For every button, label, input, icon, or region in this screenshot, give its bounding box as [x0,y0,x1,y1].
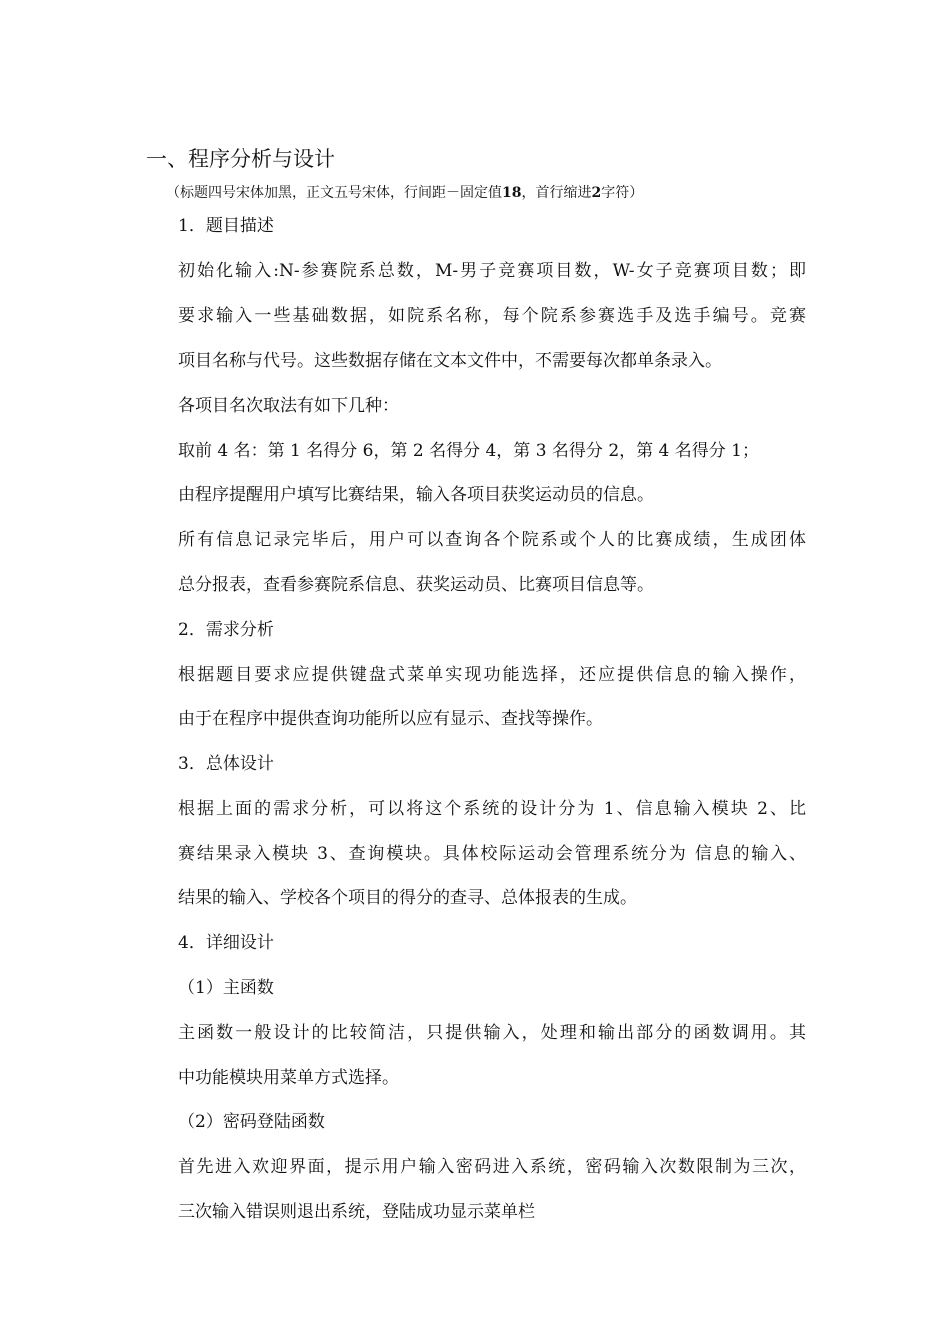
paragraph-line: 结果的输入、学校各个项目的得分的查寻、总体报表的生成。 [178,888,637,908]
subheading-main-function: （1）主函数 [178,978,274,998]
paragraph-line: 要求输入一些基础数据，如院系名称，每个院系参赛选手及选手编号。竞赛 [178,306,806,326]
paragraph-line: 三次输入错误则退出系统，登陆成功显示菜单栏 [178,1202,535,1222]
paragraph-line: 根据题目要求应提供键盘式菜单实现功能选择，还应提供信息的输入操作， [178,665,806,685]
paragraph-line: 由程序提醒用户填写比赛结果，输入各项目获奖运动员的信息。 [178,485,654,505]
format-note-part3: 字符） [601,185,644,201]
paragraph-line: 所有信息记录完毕后，用户可以查询各个院系或个人的比赛成绩，生成团体 [178,530,806,550]
format-note-bold2: 2 [591,185,602,201]
paragraph-line: 总分报表，查看参赛院系信息、获奖运动员、比赛项目信息等。 [178,575,654,595]
subheading-password-login: （2）密码登陆函数 [178,1112,325,1132]
paragraph-line: 中功能模块用菜单方式选择。 [178,1068,399,1088]
paragraph-line: 各项目名次取法有如下几种： [178,396,399,416]
subheading-topic: 1．题目描述 [178,216,274,236]
paragraph-line: 初始化输入:N-参赛院系总数，M-男子竞赛项目数，W-女子竞赛项目数；即 [178,261,806,281]
section-heading: 一、程序分析与设计 [146,147,335,171]
subheading-detailed-design: 4．详细设计 [178,933,274,953]
format-note-bold1: 18 [502,185,522,201]
paragraph-line: 由于在程序中提供查询功能所以应有显示、查找等操作。 [178,709,603,729]
subheading-overall-design: 3．总体设计 [178,754,274,774]
paragraph-line: 根据上面的需求分析，可以将这个系统的设计分为 1、信息输入模块 2、比 [178,799,806,819]
format-note-part2: ，首行缩进 [521,185,592,201]
format-note-part1: （标题四号宋体加黑，正文五号宋体，行间距－固定值 [166,185,502,201]
paragraph-line: 主函数一般设计的比较简洁，只提供输入，处理和输出部分的函数调用。其 [178,1023,806,1043]
paragraph-line: 项目名称与代号。这些数据存储在文本文件中，不需要每次都单条录入。 [178,351,722,371]
paragraph-line: 首先进入欢迎界面，提示用户输入密码进入系统，密码输入次数限制为三次， [178,1157,806,1177]
format-note [166,183,643,203]
paragraph-line: 取前 4 名：第 1 名得分 6，第 2 名得分 4，第 3 名得分 2，第 4 名得分 1； [178,441,759,461]
subheading-requirements: 2．需求分析 [178,620,274,640]
paragraph-line: 赛结果录入模块 3、查询模块。具体校际运动会管理系统分为 信息的输入、 [178,844,806,864]
